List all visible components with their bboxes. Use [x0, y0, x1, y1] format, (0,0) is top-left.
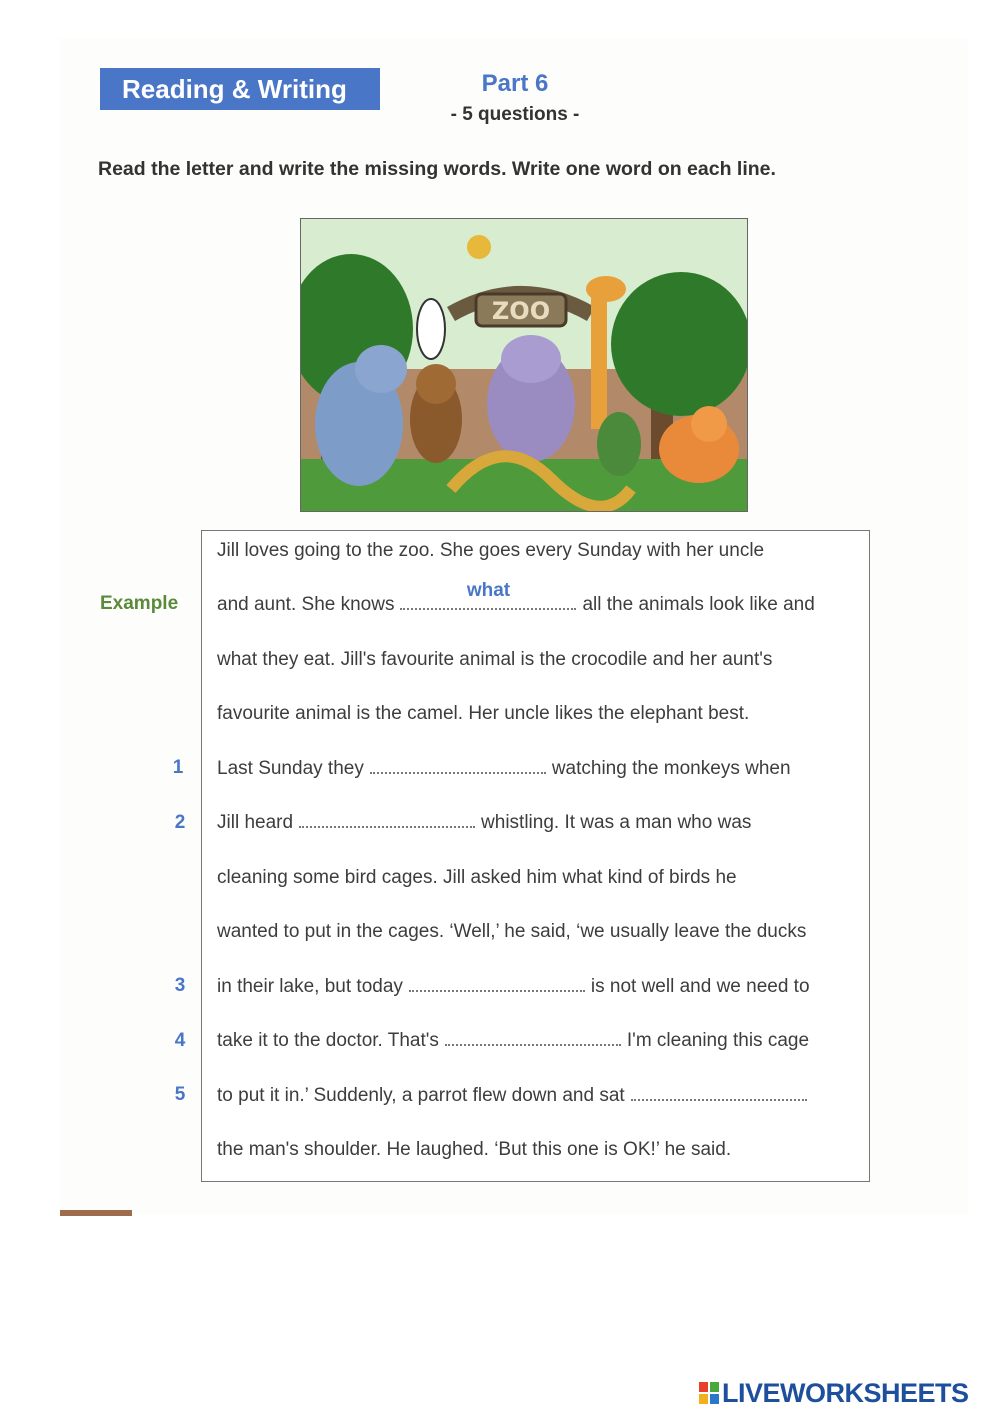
- letter-line: Jill loves going to the zoo. She goes every Sunday with her uncle: [217, 540, 765, 561]
- line-text: is not well and we need to: [590, 976, 810, 997]
- letter-line-example: [217, 580, 815, 616]
- letter-line: what they eat. Jill's favourite animal is the crocodile and her aunt's: [217, 649, 773, 670]
- zebra: [417, 299, 445, 359]
- answer-gap-2[interactable]: [299, 812, 475, 828]
- line-text: and aunt. She knows: [217, 594, 395, 615]
- line-text: Jill heard: [217, 812, 294, 833]
- answer-gap-5[interactable]: [631, 1085, 807, 1101]
- page-edge-mark: [60, 1210, 132, 1216]
- instructions: Read the letter and write the missing words. Write one word on each line.: [98, 158, 776, 180]
- letter-line-q1: [217, 758, 791, 780]
- line-text: all the animals look like and: [582, 594, 815, 615]
- answer-gap-4[interactable]: [445, 1030, 621, 1046]
- zoo-sign-text: ZOO: [491, 297, 551, 325]
- part-title: Part 6: [481, 70, 549, 97]
- letter-line: favourite animal is the camel. Her uncle likes the elephant best.: [217, 703, 750, 724]
- giraffe: [591, 289, 607, 429]
- example-label: Example: [100, 593, 179, 614]
- letter-line: the man's shoulder. He laughed. ‘But this one is OK!’ he said.: [217, 1139, 732, 1160]
- line-text: I'm cleaning this cage: [626, 1030, 810, 1051]
- question-number-4: 4: [174, 1030, 186, 1051]
- line-text: whistling. It was a man who was: [481, 812, 752, 833]
- question-number-2: 2: [174, 812, 186, 833]
- liveworksheets-logo-icon: [698, 1381, 720, 1405]
- letter-line-q4: [217, 1030, 809, 1052]
- crocodile: [597, 412, 641, 476]
- question-number-5: 5: [174, 1084, 186, 1105]
- question-number-1: 1: [172, 757, 184, 778]
- zoo-illustration: [300, 218, 748, 512]
- right-tree: [611, 272, 747, 416]
- section-label: Reading & Writing: [100, 68, 380, 110]
- letter-line-q3: [217, 976, 810, 998]
- line-text: Last Sunday they: [217, 758, 364, 779]
- answer-gap-3[interactable]: [409, 976, 585, 992]
- answer-gap-1[interactable]: [370, 758, 546, 774]
- questions-count: - 5 questions -: [450, 104, 580, 125]
- line-text: in their lake, but today: [217, 976, 403, 997]
- logo-text: LIVEWORKSHEETS: [722, 1377, 969, 1408]
- line-text: watching the monkeys when: [551, 758, 791, 779]
- example-gap: [400, 580, 576, 610]
- bird: [467, 235, 491, 259]
- liveworksheets-logo[interactable]: [698, 1378, 969, 1408]
- letter-line-q5: [217, 1085, 813, 1107]
- letter-line: cleaning some bird cages. Jill asked him what kind of birds he: [217, 867, 737, 888]
- question-number-3: 3: [174, 975, 186, 996]
- letter-line-q2: [217, 812, 751, 834]
- example-answer: what: [466, 580, 511, 601]
- line-text: to put it in.’ Suddenly, a parrot flew down and sat: [217, 1085, 625, 1106]
- letter-line: wanted to put in the cages. ‘Well,’ he said, ‘we usually leave the ducks: [217, 921, 807, 942]
- line-text: take it to the doctor. That's: [217, 1030, 439, 1051]
